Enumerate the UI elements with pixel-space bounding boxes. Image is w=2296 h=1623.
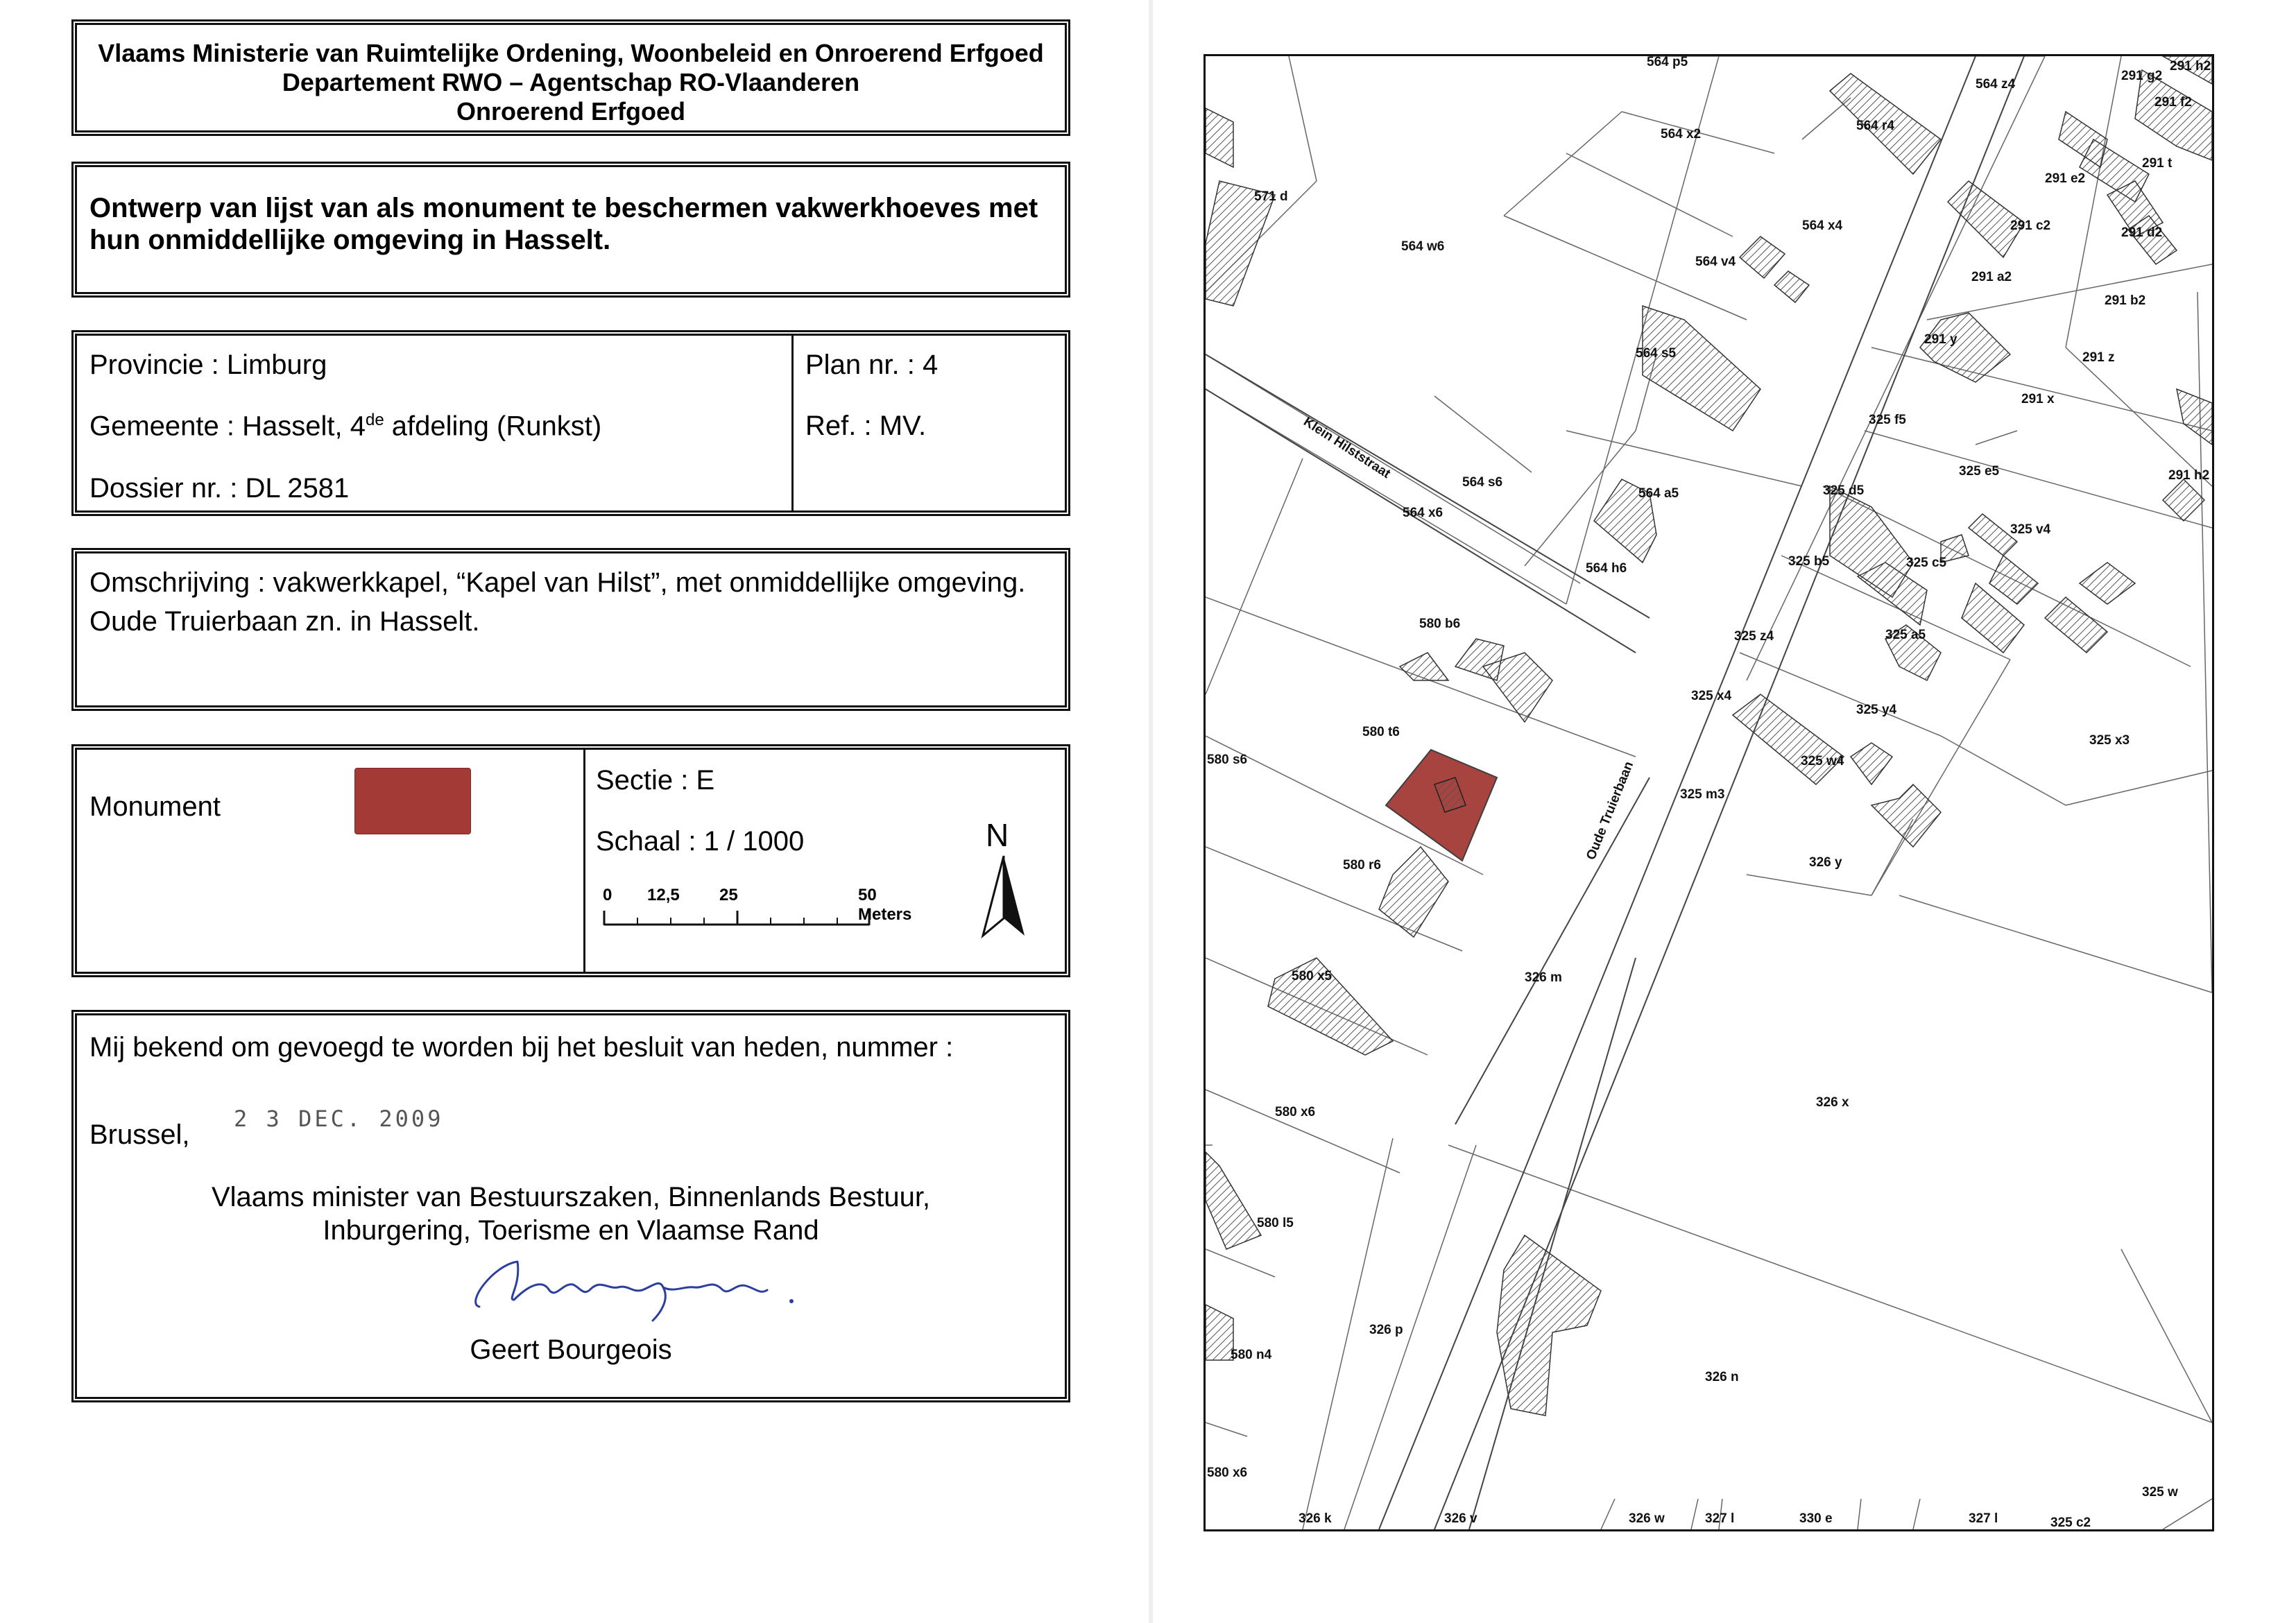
parcel-label: 564 v4 — [1695, 255, 1736, 269]
schaal: Schaal : 1 / 1000 — [596, 826, 805, 857]
signatory-name: Geert Bourgeois — [470, 1334, 672, 1365]
parcel-label: 564 z4 — [1976, 77, 2016, 92]
parcel-label: 325 z4 — [1734, 629, 1774, 644]
parcel-labels — [1207, 56, 2211, 1529]
parcel-label: 291 h2 — [2168, 468, 2210, 483]
minister-title-line1: Vlaams minister van Bestuurszaken, Binnenlands Bestuur, — [211, 1182, 931, 1212]
parcel-label: 564 r4 — [1856, 119, 1894, 133]
legend-box — [71, 744, 1070, 977]
gemeente-prefix: Gemeente : Hasselt, 4 — [89, 411, 366, 442]
parcel-label: 326 w — [1629, 1511, 1665, 1526]
parcel-label: 291 f2 — [2154, 95, 2192, 110]
parcel-label: 326 n — [1705, 1370, 1739, 1384]
handwritten-signature — [452, 1223, 826, 1328]
monument-parcel — [1386, 750, 1497, 861]
parcel-label: 325 b5 — [1788, 554, 1830, 569]
gemeente — [89, 411, 601, 442]
parcel-label: 291 y — [1924, 332, 1957, 347]
document-title-line2: hun onmiddellijke omgeving in Hasselt. — [89, 225, 611, 255]
scale-tick-0: 0 — [603, 886, 612, 904]
info-divider — [791, 336, 794, 510]
parcel-label: 330 e — [1799, 1511, 1833, 1526]
parcel-label: 291 d2 — [2121, 225, 2163, 240]
north-label: N — [986, 817, 1009, 853]
klein-hilststraat-road — [1206, 354, 1650, 653]
parcel-label: 580 x6 — [1207, 1466, 1248, 1480]
parcel-label: 564 w6 — [1401, 239, 1445, 254]
ministry-header-box — [71, 19, 1070, 136]
parcel-label: 325 a5 — [1885, 628, 1926, 642]
parcel-label: 564 s6 — [1462, 475, 1503, 490]
description-line2: Oude Truierbaan zn. in Hasselt. — [89, 606, 480, 637]
parcel-label: 580 l5 — [1257, 1216, 1294, 1230]
parcel-label: 325 c5 — [1906, 556, 1947, 570]
title-box — [71, 162, 1070, 298]
parcel-label: 564 x2 — [1661, 127, 1702, 141]
parcel-label: 326 x — [1816, 1095, 1849, 1110]
parcel-label: 291 c2 — [2010, 218, 2051, 233]
parcel-label: 326 p — [1369, 1323, 1403, 1337]
parcel-label: 326 k — [1299, 1511, 1332, 1526]
parcel-label: 291 z — [2082, 350, 2115, 365]
parcel-label: 580 r6 — [1343, 858, 1381, 873]
scale-ruler — [603, 907, 880, 927]
street-klein-hilststraat: Klein Hilststraat — [1301, 414, 1394, 481]
parcel-label: 325 d5 — [1823, 483, 1865, 498]
street-oude-truierbaan: Oude Truierbaan — [1584, 759, 1637, 862]
plan-number: Plan nr. : 4 — [805, 350, 939, 380]
scale-tick-25: 25 — [719, 886, 738, 904]
parcel-label: 291 h2 — [2170, 59, 2211, 74]
parcel-label: 291 t — [2142, 156, 2173, 171]
scale-bar — [597, 886, 923, 927]
parcel-label: 325 v4 — [2010, 522, 2051, 537]
agency-name: Onroerend Erfgoed — [456, 97, 686, 126]
parcel-label: 325 w4 — [1801, 754, 1844, 768]
parcel-label: 325 y4 — [1856, 703, 1897, 717]
date-stamp: 2 3 DEC. 2009 — [234, 1106, 444, 1132]
gemeente-suffix: afdeling (Runkst) — [384, 411, 602, 442]
parcel-label: 571 d — [1254, 189, 1288, 204]
parcel-label: 327 l — [1969, 1511, 1998, 1526]
parcel-label: 564 p5 — [1647, 56, 1688, 69]
dossier-number: Dossier nr. : DL 2581 — [89, 473, 350, 504]
parcel-label: 580 t6 — [1362, 725, 1400, 739]
parcel-label: 325 f5 — [1869, 413, 1906, 427]
provincie: Provincie : Limburg — [89, 350, 327, 380]
parcel-label: 327 l — [1705, 1511, 1735, 1526]
parcel-label: 325 w — [2142, 1485, 2178, 1500]
reference: Ref. : MV. — [805, 411, 927, 441]
parcel-label: 291 x — [2021, 392, 2055, 406]
cadastral-map — [1203, 54, 2214, 1531]
ministry-name: Vlaams Ministerie van Ruimtelijke Ordening, Woonbeleid en Onroerend Erfgoed — [98, 39, 1044, 67]
decree-place: Brussel, — [89, 1119, 190, 1150]
parcel-label: 325 c2 — [2050, 1515, 2091, 1529]
parcel-label: 325 x3 — [2089, 733, 2130, 748]
gemeente-superscript: de — [365, 411, 384, 429]
parcel-label: 580 x6 — [1275, 1105, 1316, 1119]
legend-divider — [583, 750, 585, 972]
minister-title-line2: Inburgering, Toerisme en Vlaamse Rand — [323, 1215, 819, 1246]
monument-swatch — [354, 768, 471, 834]
parcel-label: 580 x5 — [1292, 969, 1333, 984]
cadastral-map-svg — [1206, 56, 2212, 1529]
parcel-label: 325 e5 — [1959, 464, 2000, 479]
document-title-line1: Ontwerp van lijst van als monument te beschermen vakwerkhoeves met — [89, 193, 1038, 223]
parcel-label: 580 n4 — [1231, 1348, 1272, 1362]
north-arrow-icon — [976, 852, 1031, 943]
description-box — [71, 548, 1070, 711]
parcel-label: 326 v — [1444, 1511, 1477, 1526]
parcel-label: 564 a5 — [1638, 486, 1679, 501]
parcel-label: 580 b6 — [1419, 617, 1461, 631]
parcel-label: 291 a2 — [1971, 270, 2012, 284]
parcel-label: 291 e2 — [2045, 171, 2086, 186]
scale-tick-50: 50 Meters — [858, 886, 912, 924]
parcel-label: 291 b2 — [2105, 293, 2146, 308]
parcel-label: 326 y — [1809, 855, 1842, 870]
parcel-label: 564 x4 — [1802, 218, 1843, 233]
monument-label: Monument — [89, 791, 221, 822]
department-name: Departement RWO – Agentschap RO-Vlaanderen — [282, 68, 860, 96]
parcel-label: 325 m3 — [1680, 787, 1725, 802]
parcel-label: 580 s6 — [1207, 753, 1248, 767]
parcel-label: 564 h6 — [1586, 561, 1627, 576]
sectie: Sectie : E — [596, 765, 715, 796]
description-line1: Omschrijving : vakwerkkapel, “Kapel van Hilst”, met onmiddellijke omgeving. — [89, 567, 1026, 598]
scale-tick-12-5: 12,5 — [647, 886, 680, 904]
decree-box — [71, 1010, 1070, 1402]
parcel-label: 564 x6 — [1403, 506, 1443, 520]
parcel-label: 564 s5 — [1636, 346, 1677, 361]
parcel-label: 326 m — [1525, 970, 1562, 985]
paper-fold — [1149, 0, 1153, 1623]
parcel-label: 291 g2 — [2121, 69, 2163, 83]
info-box — [71, 330, 1070, 516]
parcel-label: 325 x4 — [1691, 689, 1732, 703]
decree-statement: Mij bekend om gevoegd te worden bij het besluit van heden, nummer : — [89, 1032, 954, 1063]
